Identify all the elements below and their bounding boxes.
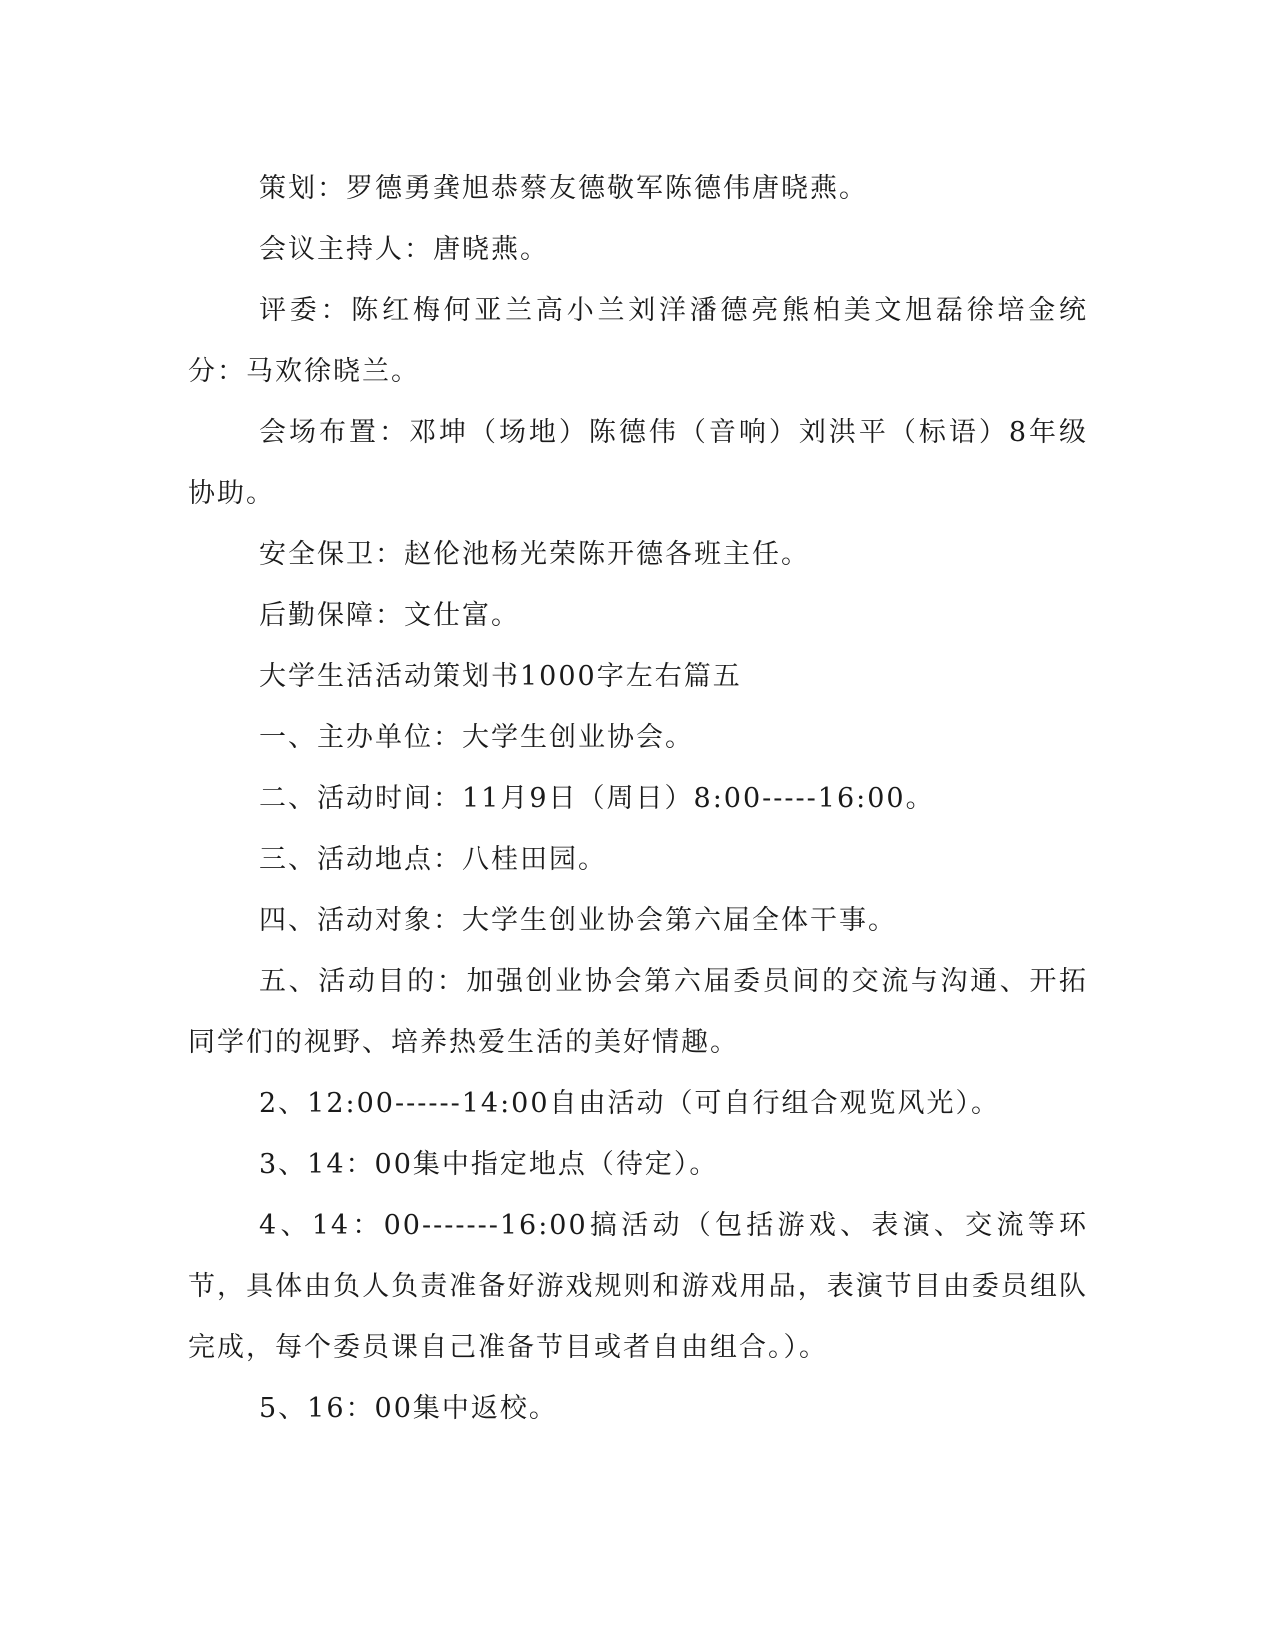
paragraph-location: 三、活动地点：八桂田园。 (259, 844, 607, 875)
document-body (188, 158, 1088, 1439)
paragraph-logistics: 后勤保障：文仕富。 (259, 600, 520, 631)
paragraph-organizer: 一、主办单位：大学生创业协会。 (259, 722, 694, 753)
paragraph-host: 会议主持人：唐晓燕。 (259, 234, 549, 265)
section-heading: 大学生活活动策划书1000字左右篇五 (259, 661, 742, 692)
paragraph-audience: 四、活动对象：大学生创业协会第六届全体干事。 (259, 905, 897, 936)
schedule-item-5: 5、16：00集中返校。 (259, 1393, 558, 1424)
paragraph-time: 二、活动时间：11月9日（周日）8:00-----16:00。 (259, 783, 935, 814)
paragraph-planners: 策划：罗德勇龚旭恭蔡友德敬军陈德伟唐晓燕。 (259, 173, 868, 204)
paragraph-judges: 评委：陈红梅何亚兰高小兰刘洋潘德亮熊柏美文旭磊徐培金统分：马欢徐晓兰。 (188, 295, 1088, 387)
schedule-item-3: 3、14：00集中指定地点（待定）。 (259, 1149, 719, 1180)
paragraph-purpose: 五、活动目的：加强创业协会第六届委员间的交流与沟通、开拓同学们的视野、培养热爱生活的美好情趣。 (188, 966, 1088, 1058)
paragraph-venue-setup: 会场布置：邓坤（场地）陈德伟（音响）刘洪平（标语）8年级协助。 (188, 417, 1088, 509)
paragraph-security: 安全保卫：赵伦池杨光荣陈开德各班主任。 (259, 539, 810, 570)
schedule-item-4: 4、14：00-------16:00搞活动（包括游戏、表演、交流等环节，具体由负人负责准备好游戏规则和游戏用品，表演节目由委员组队完成，每个委员课自己准备节目或者自由组合。）。 (188, 1210, 1088, 1363)
schedule-item-2: 2、12:00------14:00自由活动（可自行组合观览风光）。 (259, 1088, 1001, 1119)
